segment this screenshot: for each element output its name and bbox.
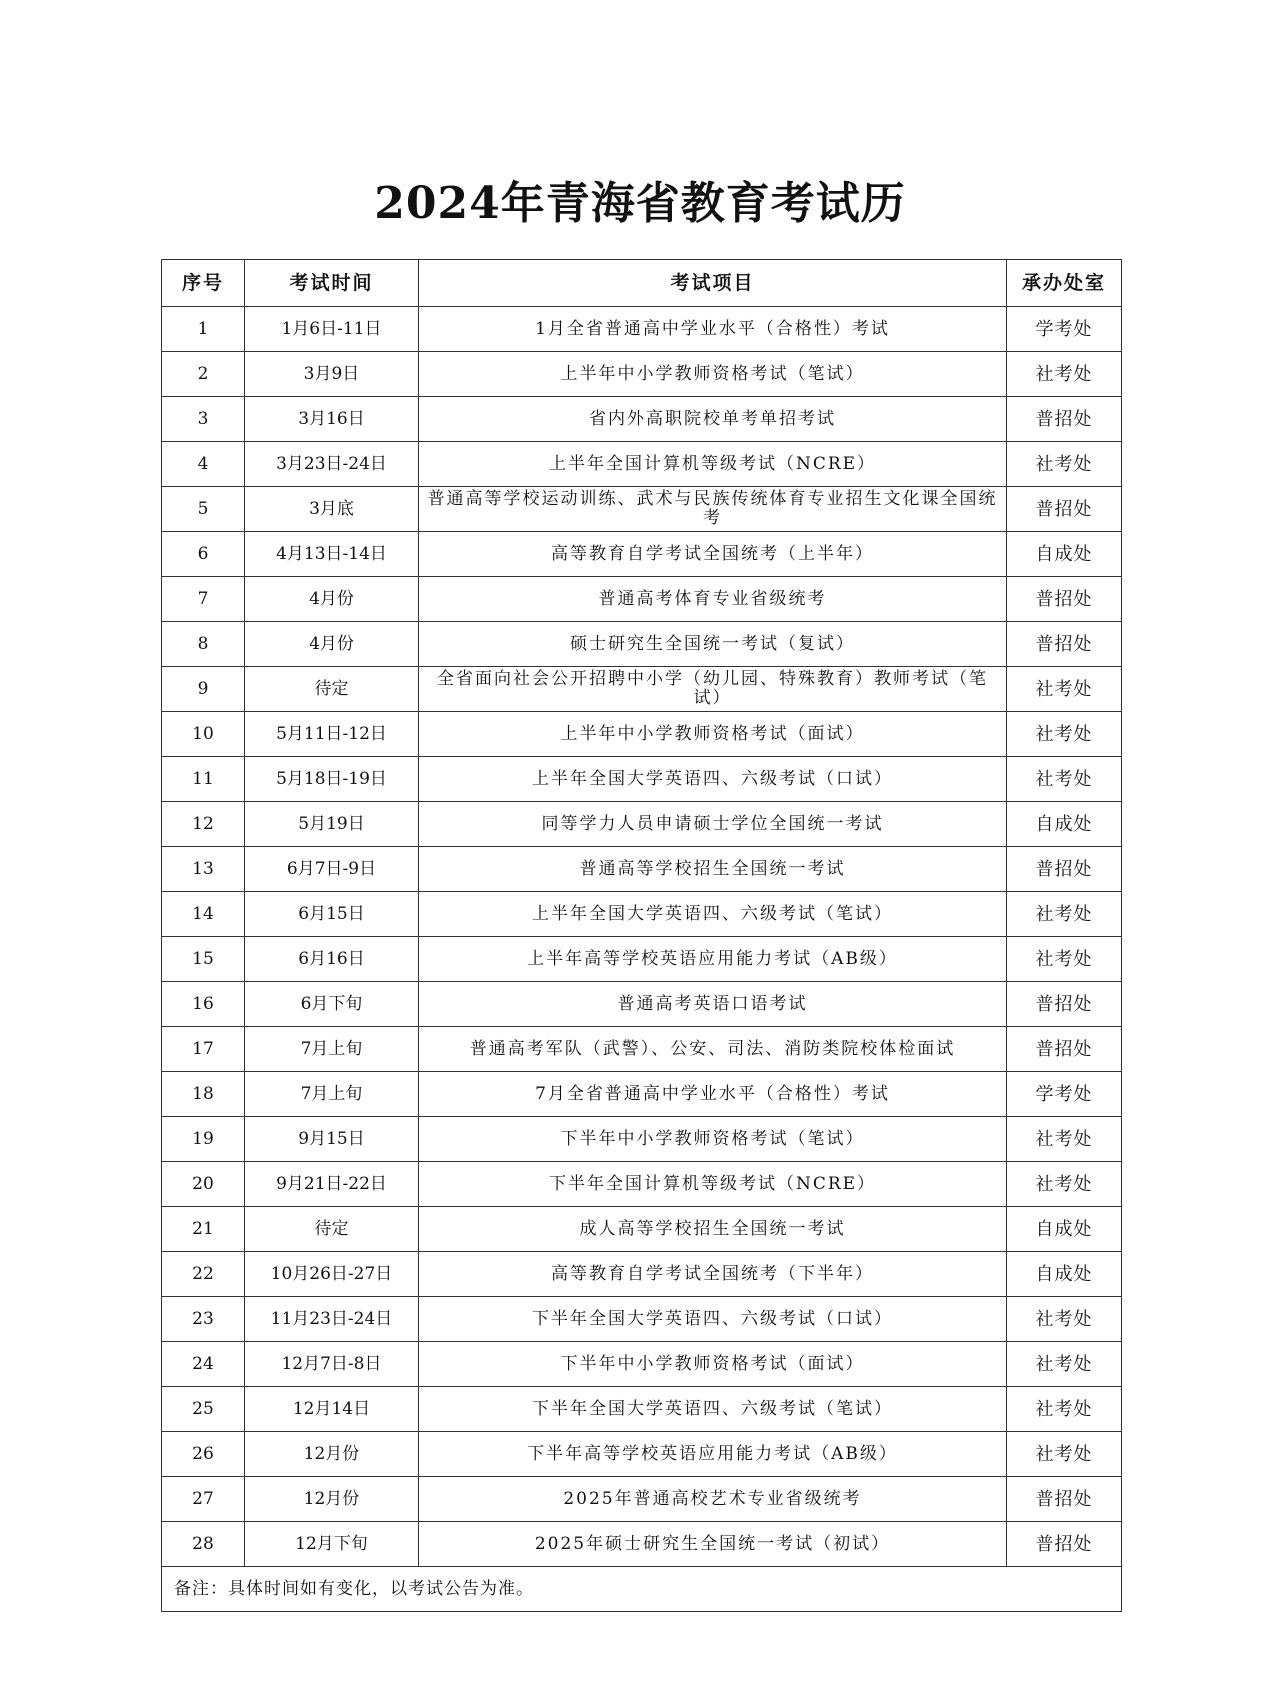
table-row [162,352,1122,397]
row-time: 12月份 [245,1477,419,1522]
row-office: 普招处 [1007,1027,1122,1072]
row-time: 待定 [245,667,419,712]
row-office: 普招处 [1007,982,1122,1027]
row-num: 11 [162,757,245,802]
row-time: 5月19日 [245,802,419,847]
row-office: 普招处 [1007,487,1122,532]
table-row [162,1522,1122,1567]
row-office: 自成处 [1007,802,1122,847]
row-office: 普招处 [1007,847,1122,892]
row-time: 6月下旬 [245,982,419,1027]
header-project: 考试项目 [419,260,1007,307]
table-row [162,397,1122,442]
note-row [162,1567,1122,1612]
table-row [162,847,1122,892]
row-project: 成人高等学校招生全国统一考试 [419,1207,1007,1252]
row-office: 社考处 [1007,757,1122,802]
row-office: 社考处 [1007,1117,1122,1162]
row-office: 学考处 [1007,1072,1122,1117]
row-num: 18 [162,1072,245,1117]
table-header-row [162,260,1122,307]
row-time: 5月11日-12日 [245,712,419,757]
row-project: 下半年全国大学英语四、六级考试（笔试） [419,1387,1007,1432]
row-time: 12月14日 [245,1387,419,1432]
row-num: 9 [162,667,245,712]
row-office: 社考处 [1007,1387,1122,1432]
row-time: 5月18日-19日 [245,757,419,802]
row-office: 自成处 [1007,1207,1122,1252]
row-project: 下半年中小学教师资格考试（笔试） [419,1117,1007,1162]
table-row [162,622,1122,667]
row-num: 16 [162,982,245,1027]
table-row [162,487,1122,532]
row-num: 26 [162,1432,245,1477]
row-time: 3月底 [245,487,419,532]
row-time: 3月23日-24日 [245,442,419,487]
table-row [162,1342,1122,1387]
row-num: 21 [162,1207,245,1252]
row-time: 4月13日-14日 [245,532,419,577]
table-body [162,307,1122,1567]
row-num: 15 [162,937,245,982]
row-num: 19 [162,1117,245,1162]
row-office: 普招处 [1007,622,1122,667]
row-num: 1 [162,307,245,352]
table-row [162,532,1122,577]
row-project: 上半年中小学教师资格考试（笔试） [419,352,1007,397]
header-num: 序号 [162,260,245,307]
row-num: 10 [162,712,245,757]
row-project: 上半年全国大学英语四、六级考试（笔试） [419,892,1007,937]
table-row [162,1297,1122,1342]
row-project: 下半年全国大学英语四、六级考试（口试） [419,1297,1007,1342]
row-time: 12月下旬 [245,1522,419,1567]
row-project: 高等教育自学考试全国统考（下半年） [419,1252,1007,1297]
row-project: 下半年中小学教师资格考试（面试） [419,1342,1007,1387]
table-row [162,712,1122,757]
row-project: 1月全省普通高中学业水平（合格性）考试 [419,307,1007,352]
table-row [162,937,1122,982]
table-row [162,892,1122,937]
row-time: 4月份 [245,622,419,667]
row-time: 3月16日 [245,397,419,442]
row-project: 硕士研究生全国统一考试（复试） [419,622,1007,667]
row-project: 上半年中小学教师资格考试（面试） [419,712,1007,757]
table-row [162,667,1122,712]
row-project: 普通高考英语口语考试 [419,982,1007,1027]
table-row [162,1072,1122,1117]
table-row [162,802,1122,847]
row-project: 普通高考军队（武警）、公安、司法、消防类院校体检面试 [419,1027,1007,1072]
row-project: 7月全省普通高中学业水平（合格性）考试 [419,1072,1007,1117]
row-time: 10月26日-27日 [245,1252,419,1297]
row-time: 9月21日-22日 [245,1162,419,1207]
row-project: 高等教育自学考试全国统考（上半年） [419,532,1007,577]
row-office: 社考处 [1007,712,1122,757]
row-office: 社考处 [1007,1162,1122,1207]
table-row [162,307,1122,352]
row-num: 6 [162,532,245,577]
row-office: 普招处 [1007,1522,1122,1567]
table-row [162,1162,1122,1207]
row-num: 28 [162,1522,245,1567]
table-row [162,1027,1122,1072]
row-num: 8 [162,622,245,667]
row-time: 7月上旬 [245,1072,419,1117]
row-num: 14 [162,892,245,937]
row-num: 3 [162,397,245,442]
table-row [162,442,1122,487]
page-title: 2024年青海省教育考试历 [374,178,906,229]
row-project: 普通高等学校运动训练、武术与民族传统体育专业招生文化课全国统考 [419,487,1007,532]
row-office: 普招处 [1007,577,1122,622]
row-office: 自成处 [1007,532,1122,577]
row-project: 下半年高等学校英语应用能力考试（AB级） [419,1432,1007,1477]
row-num: 12 [162,802,245,847]
table-row [162,982,1122,1027]
row-office: 社考处 [1007,352,1122,397]
table-row [162,1387,1122,1432]
row-num: 24 [162,1342,245,1387]
row-num: 13 [162,847,245,892]
row-time: 6月16日 [245,937,419,982]
row-office: 社考处 [1007,1432,1122,1477]
row-project: 同等学力人员申请硕士学位全国统一考试 [419,802,1007,847]
table-row [162,1432,1122,1477]
row-time: 4月份 [245,577,419,622]
row-time: 待定 [245,1207,419,1252]
row-time: 3月9日 [245,352,419,397]
table-row [162,1477,1122,1522]
row-project: 上半年全国大学英语四、六级考试（口试） [419,757,1007,802]
row-project: 2025年硕士研究生全国统一考试（初试） [419,1522,1007,1567]
row-num: 22 [162,1252,245,1297]
row-time: 7月上旬 [245,1027,419,1072]
row-num: 17 [162,1027,245,1072]
row-num: 20 [162,1162,245,1207]
row-time: 11月23日-24日 [245,1297,419,1342]
table-row [162,1252,1122,1297]
row-num: 23 [162,1297,245,1342]
row-office: 社考处 [1007,442,1122,487]
row-num: 27 [162,1477,245,1522]
row-office: 社考处 [1007,892,1122,937]
table-row [162,757,1122,802]
table-row [162,1207,1122,1252]
table-row [162,577,1122,622]
row-office: 学考处 [1007,307,1122,352]
header-time: 考试时间 [245,260,419,307]
row-office: 社考处 [1007,937,1122,982]
row-num: 2 [162,352,245,397]
note-text: 备注：具体时间如有变化，以考试公告为准。 [162,1567,1122,1612]
row-project: 普通高考体育专业省级统考 [419,577,1007,622]
row-time: 12月7日-8日 [245,1342,419,1387]
row-project: 普通高等学校招生全国统一考试 [419,847,1007,892]
row-project: 全省面向社会公开招聘中小学（幼儿园、特殊教育）教师考试（笔试） [419,667,1007,712]
row-time: 1月6日-11日 [245,307,419,352]
row-project: 上半年高等学校英语应用能力考试（AB级） [419,937,1007,982]
row-project: 省内外高职院校单考单招考试 [419,397,1007,442]
row-office: 社考处 [1007,667,1122,712]
header-office: 承办处室 [1007,260,1122,307]
row-num: 7 [162,577,245,622]
table-row [162,1117,1122,1162]
row-time: 9月15日 [245,1117,419,1162]
row-time: 6月7日-9日 [245,847,419,892]
row-time: 6月15日 [245,892,419,937]
row-num: 5 [162,487,245,532]
exam-calendar-table [161,259,1122,1612]
row-num: 4 [162,442,245,487]
row-time: 12月份 [245,1432,419,1477]
row-office: 社考处 [1007,1342,1122,1387]
row-office: 社考处 [1007,1297,1122,1342]
row-office: 普招处 [1007,397,1122,442]
row-num: 25 [162,1387,245,1432]
row-office: 自成处 [1007,1252,1122,1297]
row-project: 2025年普通高校艺术专业省级统考 [419,1477,1007,1522]
row-project: 上半年全国计算机等级考试（NCRE） [419,442,1007,487]
row-project: 下半年全国计算机等级考试（NCRE） [419,1162,1007,1207]
row-office: 普招处 [1007,1477,1122,1522]
